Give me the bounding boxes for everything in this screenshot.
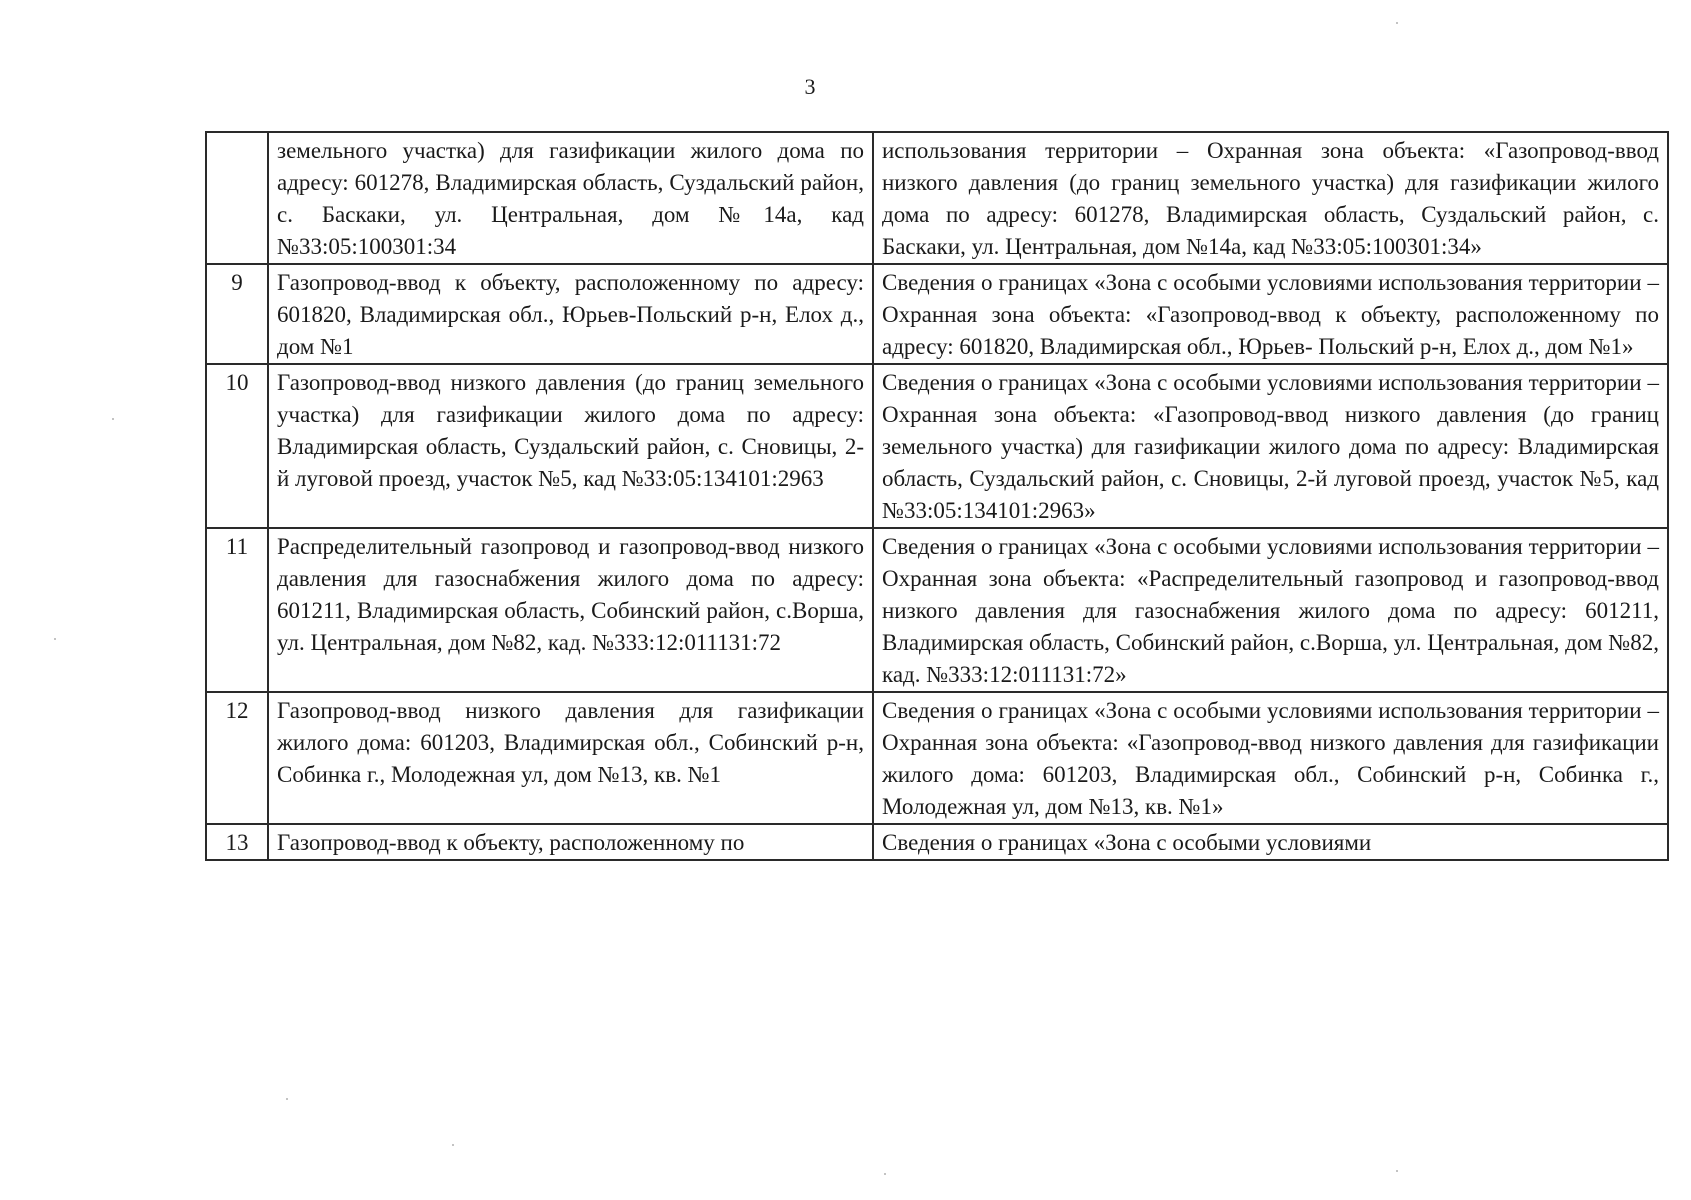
- object-description: Газопровод-ввод низкого давления (до границ земельного участка) для газификации жилого дома по адресу: Владимирская область, Суздальский район, с. Сновицы, 2-й луговой проезд, участок №5, кад №33:05:134101:2963: [268, 364, 873, 528]
- row-number: 10: [206, 364, 268, 528]
- row-number: [206, 132, 268, 264]
- table-row: [206, 824, 1668, 860]
- zone-info: Сведения о границах «Зона с особыми условиями использования территории – Охранная зона объекта: «Распределительный газопровод и газопровод-ввод низкого давления для газоснабжения жилого дома по адресу: 601211, Владимирская область, Собинский район, с.Ворша, ул. Центральная, дом №82, кад. №333:12:011131:72»: [873, 528, 1668, 692]
- zone-info: использования территории – Охранная зона объекта: «Газопровод-ввод низкого давления (до границ земельного участка) для газификации жилого дома по адресу: 601278, Владимирская область, Суздальский район, с. Баскаки, ул. Центральная, дом №14а, кад №33:05:100301:34»: [873, 132, 1668, 264]
- object-description: Распределительный газопровод и газопровод-ввод низкого давления для газоснабжения жилого дома по адресу: 601211, Владимирская область, Собинский район, с.Ворша, ул. Центральная, дом №82, кад. №333:12:011131:72: [268, 528, 873, 692]
- row-number: 12: [206, 692, 268, 824]
- table-row: [206, 132, 1668, 264]
- protected-zones-table: [205, 131, 1669, 861]
- table-row: [206, 264, 1668, 364]
- object-description: земельного участка) для газификации жилого дома по адресу: 601278, Владимирская область, Суздальский район, с. Баскаки, ул. Центральная, дом №14а, кад №33:05:100301:34: [268, 132, 873, 264]
- page-number: 3: [804, 74, 816, 99]
- zone-info: Сведения о границах «Зона с особыми условиями использования территории – Охранная зона объекта: «Газопровод-ввод низкого давления для газификации жилого дома: 601203, Владимирская обл., Собинский р-н, Собинка г., Молодежная ул, дом №13, кв. №1»: [873, 692, 1668, 824]
- table-row: [206, 364, 1668, 528]
- table-row: [206, 528, 1668, 692]
- table-row: [206, 692, 1668, 824]
- object-description: Газопровод-ввод к объекту, расположенному по адресу: 601820, Владимирская обл., Юрьев-Польский р-н, Елох д., дом №1: [268, 264, 873, 364]
- zone-info: Сведения о границах «Зона с особыми условиями: [873, 824, 1668, 860]
- row-number: 9: [206, 264, 268, 364]
- row-number: 11: [206, 528, 268, 692]
- row-number: 13: [206, 824, 268, 860]
- object-description: Газопровод-ввод низкого давления для газификации жилого дома: 601203, Владимирская обл., Собинский р-н, Собинка г., Молодежная ул, дом №13, кв. №1: [268, 692, 873, 824]
- zone-info: Сведения о границах «Зона с особыми условиями использования территории – Охранная зона объекта: «Газопровод-ввод низкого давления (до границ земельного участка) для газификации жилого дома по адресу: Владимирская область, Суздальский район, с. Сновицы, 2-й луговой проезд, участок №5, кад №33:05:134101:2963»: [873, 364, 1668, 528]
- object-description: Газопровод-ввод к объекту, расположенному по: [268, 824, 873, 860]
- zone-info: Сведения о границах «Зона с особыми условиями использования территории – Охранная зона объекта: «Газопровод-ввод к объекту, расположенному по адресу: 601820, Владимирская обл., Юрьев- Польский р-н, Елох д., дом №1»: [873, 264, 1668, 364]
